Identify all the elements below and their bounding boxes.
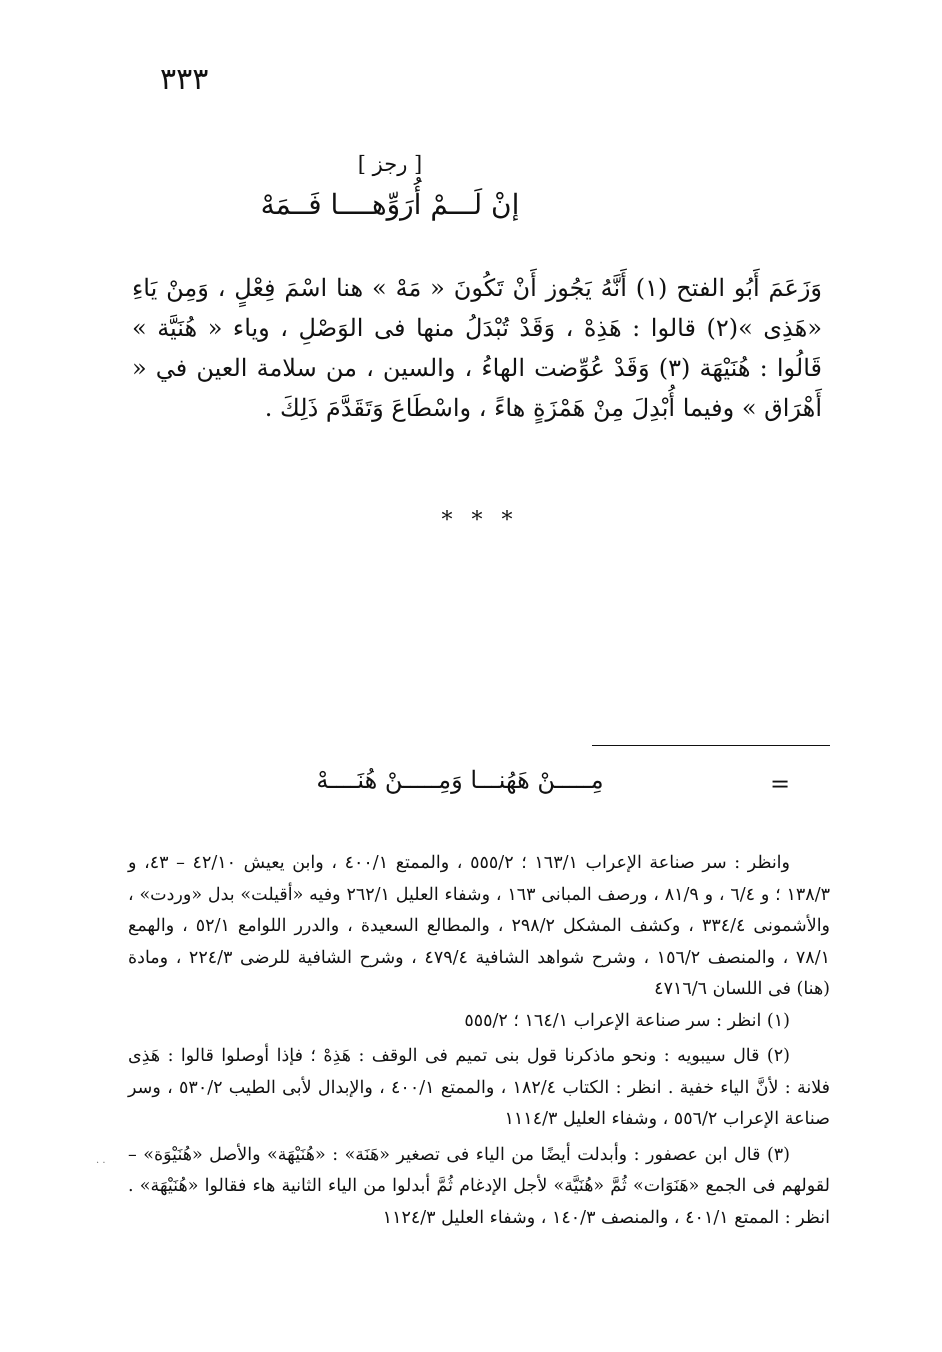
footnote-continued-mark: = [770, 770, 791, 798]
footnote-1: (١) انظر : سر صناعة الإعراب ١٦٤/١ ؛ ٥٥٥/٢ [464, 1010, 790, 1031]
footnote-continuation: وانظر : سر صناعة الإعراب ١٦٣/١ ؛ ٥٥٥/٢ ، والممتع ٤٠٠/١ ، وابن يعيش ٤٢/١٠ – ٤٣، و ١٣٨/٣ ؛ و ٦/٤ ، و ٨١/٩ ، ورصف المبانى ١٦٣ ، وشفاء العليل ٢٦٢/١ وفيه «أقيلت» بدل «وردت» ، والأشمونى ٣٣٤/٤ ، وكشف المشكل ٢٩٨/٢ ، والمطالع السعيدة ، والدرر اللوامع ٥٢/١ ، والهمع ٧٨/١ ، والمنصف ١٥٦/٢ ، وشرح شواهد الشافية ٤٧٩/٤ ، وشرح الشافية للرضى ٢٢٤/٣ ، ومادة (هنا) فى اللسان ٤٧١٦/٦ [128, 853, 831, 999]
main-paragraph: وَزَعَمَ أَبُو الفتح (١) أَنَّهُ يَجُوز أَنْ تَكُونَ « مَهْ » هنا اسْمَ فِعْلٍ ، وَمِنْ يَاءِ «هَذِى »(٢) قالوا : هَذِهْ ، وَقَدْ تُبْدَلُ منها فى الوَصْلِ ، وياء « هُنَيَّة » قَالُوا : هُنَيْهَة (٣) وَقَدْ عُوِّضت الهاءُ ، والسين ، من سلامة العين في « أَهْرَاق » وفيما أُبْدِلَ مِنْ هَمْزَةٍ هاءً ، واسْطَاعَ وَتَقَدَّمَ ذَلِكَ . [132, 274, 822, 422]
verse-line: إنْ لَـــمْ أُرَوِّهــــا فَــمَهْ [260, 188, 520, 221]
footnote-2: (٢) قال سيبويه : ونحو ماذكرنا قول بنى تميم فى الوقف : هَذِهْ ؛ فإذا أوصلوا قالوا : هَذِى فلانة : لأنَّ الياء خفية . انظر : الكتاب ١٨٢/٤ ، والممتع ٤٠٠/١ ، والإبدال لأبى الطيب ٥٣٠/٢ ، وسر صناعة الإعراب ٥٥٦/٢ ، وشفاء العليل ١١١٤/٣ [128, 1046, 831, 1129]
page-number: ٣٣٣ [160, 62, 209, 97]
main-text [132, 268, 822, 428]
footnotes [128, 848, 830, 1234]
footnote-divider [592, 745, 830, 746]
footnote-continued-verse: مِـــــنْ هَهُنـــا وَمِـــــنْ هُنَــــهْ [316, 766, 604, 794]
verse-meter-label: [ رجز ] [357, 152, 423, 176]
margin-mark: · · [96, 1158, 106, 1169]
section-separator-stars: * * * [441, 508, 519, 533]
footnote-3: (٣) قال ابن عصفور : وأبدلت أيضًا من الياء فى تصغير «هَنَة» : «هُنَيْهَة» والأصل «هُنَيْوَة» – لقولهم فى الجمع «هَنَوَات» ثُمَّ «هُنَيَّة» لأجل الإدغام ثُمَّ أبدلوا من الياء الثانية هاء فقالوا «هُنَيْهَة» . انظر : الممتع ٤٠١/١ ، والمنصف ١٤٠/٣ ، وشفاء العليل ١١٢٤/٣ [128, 1144, 830, 1228]
